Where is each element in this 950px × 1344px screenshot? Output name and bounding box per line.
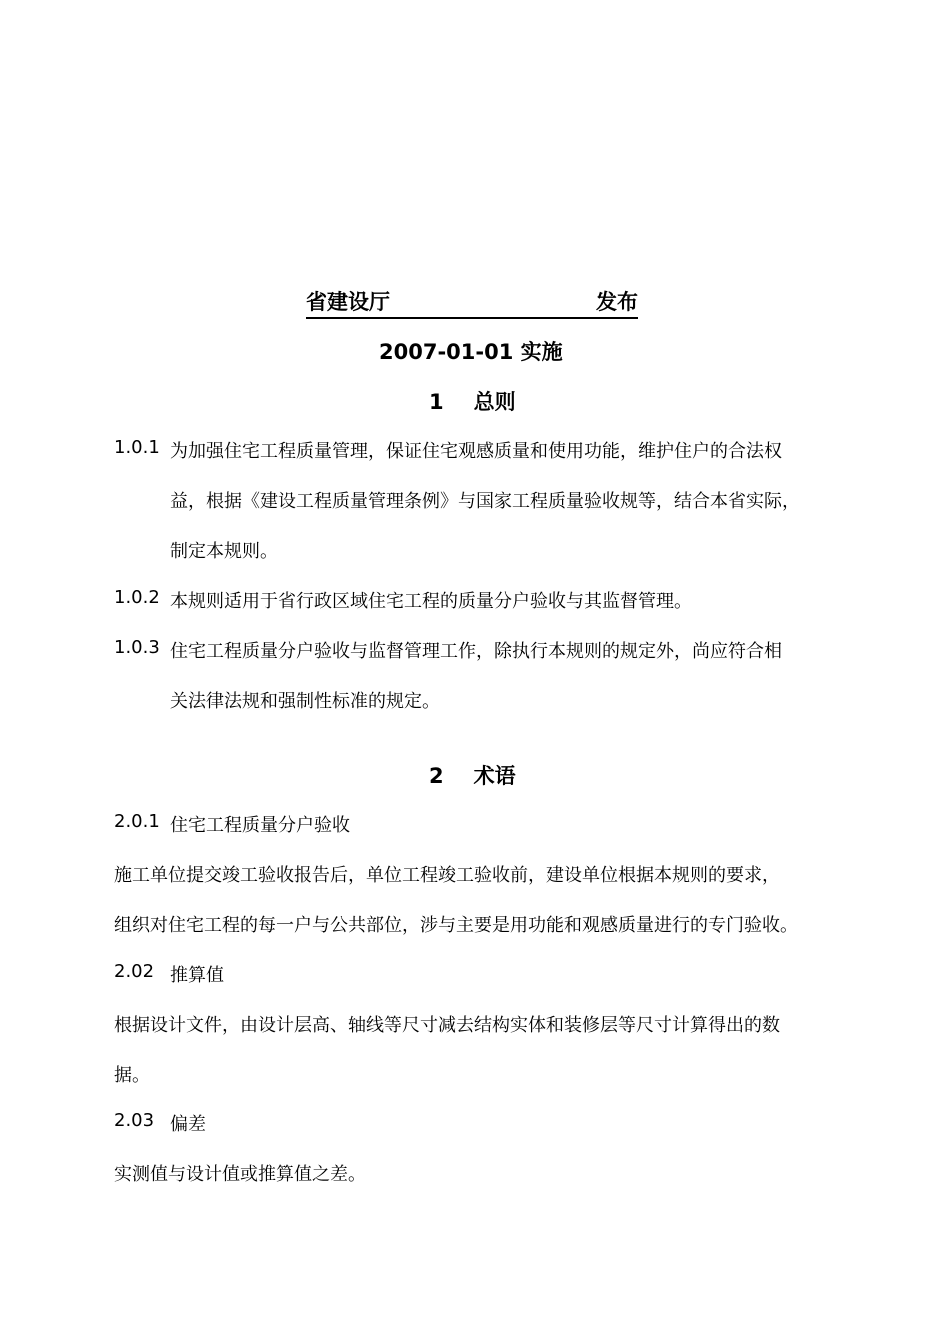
term-name: 住宅工程质量分户验收	[170, 815, 350, 836]
term-number: 2.0.1	[114, 811, 160, 832]
issuer-name: 省建设厅	[306, 290, 390, 314]
issuer-line	[306, 286, 638, 319]
term-definition-line: 实测值与设计值或推算值之差。	[114, 1164, 366, 1185]
term-number: 2.03	[114, 1110, 155, 1131]
clause-line: 关法律法规和强制性标准的规定。	[170, 691, 440, 712]
clause-number: 1.0.3	[114, 637, 160, 658]
section-2-title: 术语	[473, 764, 516, 788]
section-2-number: 2	[429, 764, 444, 788]
publish-label: 发布	[596, 290, 638, 314]
term-number: 2.02	[114, 961, 155, 982]
effective-date: 2007-01-01 实施	[379, 340, 563, 364]
clause-line: 为加强住宅工程质量管理，保证住宅观感质量和使用功能，维护住户的合法权	[170, 441, 782, 462]
section-1-number: 1	[429, 390, 444, 414]
section-1-heading	[429, 386, 516, 416]
clause-line: 住宅工程质量分户验收与监督管理工作，除执行本规则的规定外，尚应符合相	[170, 641, 782, 662]
section-1-title: 总则	[473, 390, 516, 414]
clause-line: 益，根据《建设工程质量管理条例》与国家工程质量验收规等，结合本省实际，	[170, 491, 800, 512]
term-name: 推算值	[170, 965, 224, 986]
clause-line: 本规则适用于省行政区域住宅工程的质量分户验收与其监督管理。	[170, 591, 692, 612]
clause-number: 1.0.2	[114, 587, 160, 608]
term-definition-line: 据。	[114, 1065, 150, 1086]
term-definition-line: 施工单位提交竣工验收报告后，单位工程竣工验收前，建设单位根据本规则的要求，	[114, 865, 780, 886]
term-name: 偏差	[170, 1114, 206, 1135]
clause-number: 1.0.1	[114, 437, 160, 458]
clause-line: 制定本规则。	[170, 541, 278, 562]
term-definition-line: 根据设计文件，由设计层高、轴线等尺寸减去结构实体和装修层等尺寸计算得出的数	[114, 1015, 780, 1036]
term-definition-line: 组织对住宅工程的每一户与公共部位，涉与主要是用功能和观感质量进行的专门验收。	[114, 915, 798, 936]
section-2-heading	[429, 760, 516, 790]
